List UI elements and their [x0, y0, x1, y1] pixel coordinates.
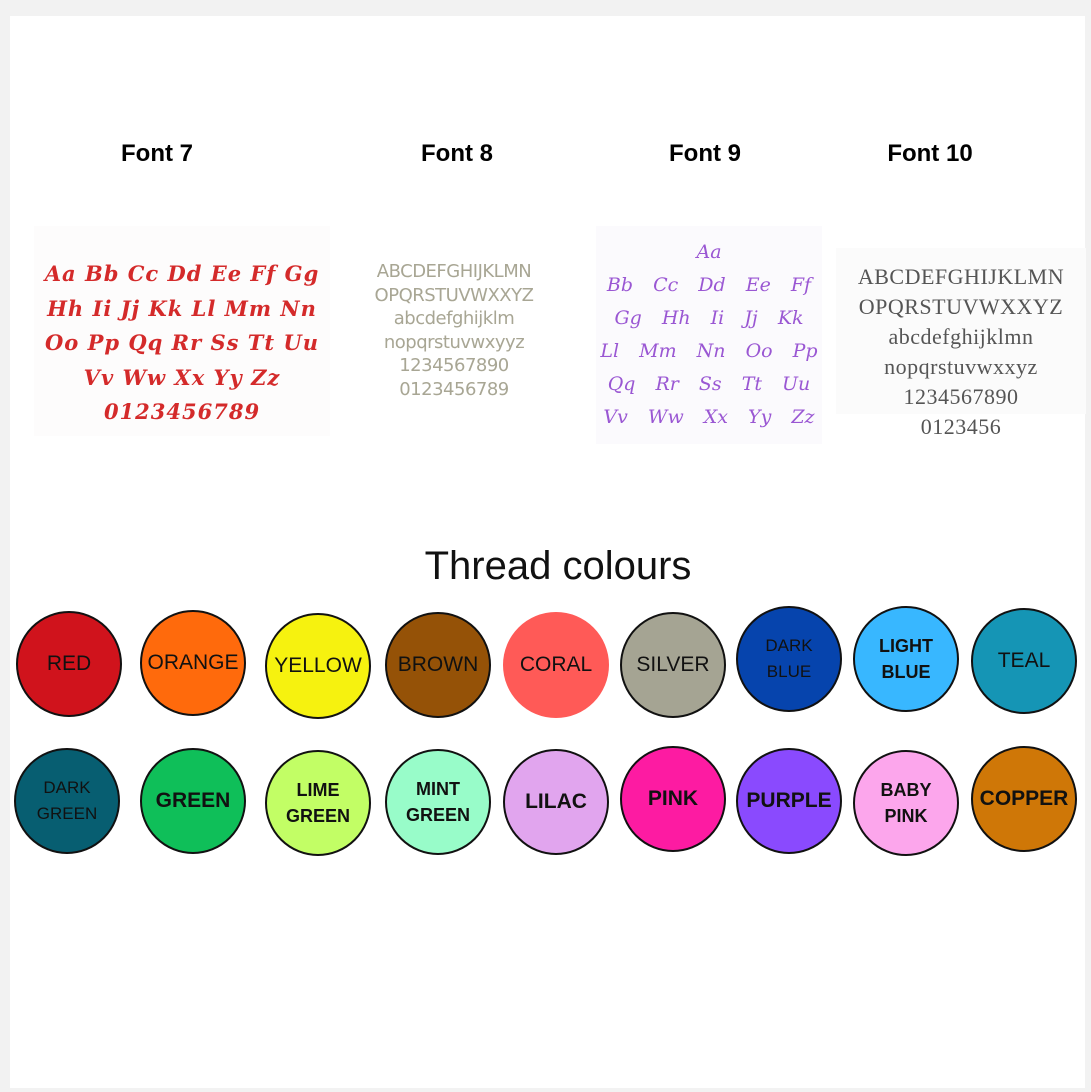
colour-swatch-label: COPPER	[979, 787, 1069, 810]
font-sample-line: OPQRSTUVWXXYZ	[858, 294, 1064, 319]
font-sample-line: Vv Ww Xx Yy Zz	[603, 406, 815, 428]
thread-colours-heading: Thread colours	[424, 544, 692, 588]
colour-swatch-brown	[385, 612, 491, 718]
colour-swatch-label: BROWN	[397, 653, 479, 676]
colour-swatch-light-blue	[853, 606, 959, 712]
font-sample-line: 1234567890	[903, 384, 1019, 409]
colour-swatch-label: PINK	[647, 787, 699, 810]
colour-swatch-label: YELLOW	[274, 654, 362, 677]
colour-swatch-label: TEAL	[997, 649, 1051, 672]
font-sample-line: 0123456789	[103, 399, 261, 424]
font-sample-line: abcdefghijklmn	[888, 324, 1034, 349]
colour-swatch-yellow	[265, 613, 371, 719]
colour-swatch-label: LILAC	[525, 790, 587, 813]
colour-swatch-lime-green	[265, 750, 371, 856]
colour-swatch-label: LIME GREEN	[285, 780, 350, 826]
colour-swatch-teal	[971, 608, 1077, 714]
colour-swatch-dark-blue	[736, 606, 842, 712]
colour-swatch-label: GREEN	[155, 789, 231, 812]
font-sample-line: nopqrstuvwxyyz	[383, 331, 525, 353]
font-sample-line: nopqrstuvwxxyz	[884, 354, 1038, 379]
font-9-sample	[596, 226, 822, 444]
colour-swatch-copper	[971, 746, 1077, 852]
colour-swatch-mint-green	[385, 749, 491, 855]
font-sample-line: Qq Rr Ss Tt Uu	[607, 373, 811, 395]
colour-swatch-orange	[140, 610, 246, 716]
colour-swatch-label: PURPLE	[746, 789, 832, 812]
colour-swatch-label: BABY PINK	[880, 780, 932, 826]
colour-swatch-label: ORANGE	[147, 651, 239, 674]
colour-swatch-label: MINT GREEN	[405, 779, 470, 825]
font-sample-line: Aa	[696, 241, 722, 263]
colour-swatch-lilac	[503, 749, 609, 855]
colour-swatch-label: RED	[46, 652, 92, 675]
font-8-sample	[348, 248, 560, 404]
colour-swatch-label: DARK GREEN	[36, 778, 98, 823]
font-sample-line: OPQRSTUVWXXYZ	[374, 284, 534, 306]
font-sample-line: Oo Pp Qq Rr Ss Tt Uu	[44, 330, 320, 355]
colour-swatch-label: DARK BLUE	[765, 636, 813, 681]
font-10-title: Font 10	[887, 140, 973, 167]
colour-swatch-baby-pink	[853, 750, 959, 856]
colour-swatch-red	[16, 611, 122, 717]
font-9-title: Font 9	[669, 140, 741, 167]
colour-swatch-dark-green	[14, 748, 120, 854]
font-sample-line: abcdefghijklm	[393, 308, 515, 329]
font-sample-line: Aa Bb Cc Dd Ee Ff Gg	[44, 261, 320, 286]
font-sample-line: ABCDEFGHIJKLMN	[857, 264, 1065, 289]
colour-swatch-label: CORAL	[519, 653, 593, 676]
colour-swatch-coral	[503, 612, 609, 718]
colour-swatch-label: LIGHT BLUE	[879, 636, 933, 682]
font-sample-line: Bb Cc Dd Ee Ff	[606, 274, 812, 296]
colour-swatch-purple	[736, 748, 842, 854]
font-sample-line: 0123456	[920, 414, 1002, 439]
colour-swatch-pink	[620, 746, 726, 852]
product-info-panel	[10, 16, 1085, 1088]
colour-swatch-silver	[620, 612, 726, 718]
font-sample-line: Gg Hh Ii Jj Kk	[614, 307, 804, 329]
colour-swatch-label: SILVER	[636, 653, 710, 676]
font-7-title: Font 7	[121, 140, 193, 167]
font-sample-line: 0123456789	[399, 378, 509, 400]
font-sample-line: Ll Mm Nn Oo Pp	[600, 340, 818, 362]
font-sample-line: Hh Ii Jj Kk Ll Mm Nn	[47, 295, 317, 321]
font-8-title: Font 8	[421, 140, 493, 167]
font-10-sample	[836, 248, 1086, 439]
colour-swatch-green	[140, 748, 246, 854]
font-sample-line: 1234567890	[399, 355, 509, 376]
font-7-sample	[34, 226, 330, 436]
font-sample-line: Vv Ww Xx Yy Zz	[83, 364, 281, 390]
font-sample-line: ABCDEFGHIJKLMN	[376, 261, 532, 282]
